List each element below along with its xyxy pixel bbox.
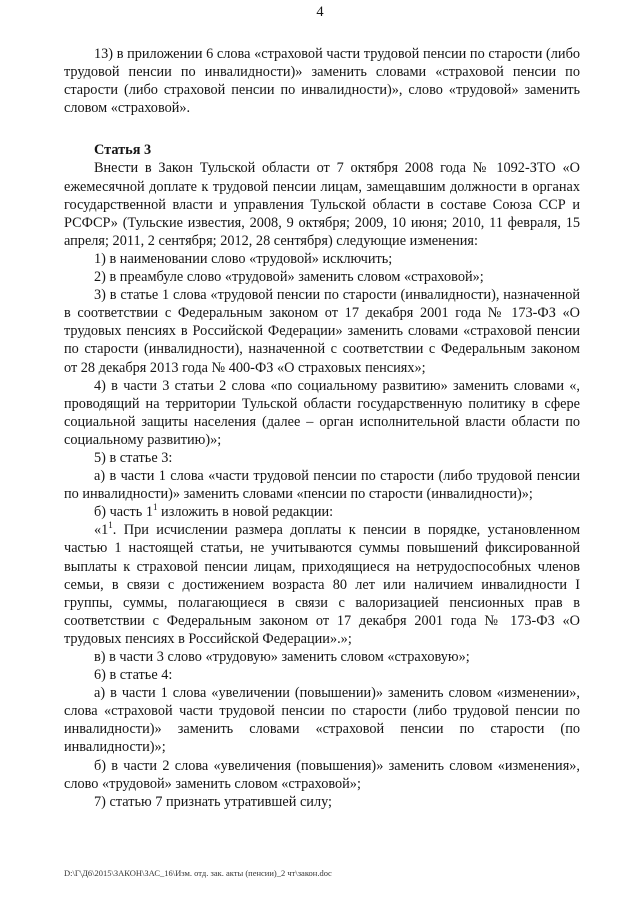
quote-superscript: 1: [108, 520, 113, 531]
item-5b-superscript: 1: [152, 502, 158, 513]
paragraph-quoted-part: [64, 521, 580, 648]
article-heading: Статья 3: [94, 142, 152, 159]
page-number: 4: [316, 4, 324, 20]
item-5b-tail: изложить в новой редакции:: [157, 504, 334, 521]
paragraph-item-13: 13) в приложении 6 слова «страховой части трудовой пенсии по старости (либо трудовой пенсии по инвалидности)» заменить словами «страховой пенсии по старости (либо страховой пенсии по инвалидности)», слово «трудовой» заменить словом «страховой».: [64, 46, 580, 117]
paragraph-item-4: 4) в части 3 статьи 2 слова «по социальному развитию» заменить словами «, проводящий на территории Тульской области государственную политику в сфере социальной защиты населения (далее – орган исполнительной власти области по социальному развитию)»;: [64, 377, 580, 448]
paragraph-item-5a: а) в части 1 слова «части трудовой пенсии по старости (либо трудовой пенсии по инвалидности)» заменить словами «пенсии по старости (инвалидности)»;: [64, 468, 580, 503]
paragraph-item-3: 3) в статье 1 слова «трудовой пенсии по старости (инвалидности), назначенной в соответствии с Федеральным законом от 17 декабря 2001 года № 173-ФЗ «О трудовых пенсиях в Российской Федерации» заменить словами «страховой пенсии по старости (инвалидности), назначенной с соответствии с Федеральным законом от 28 декабря 2013 года № 400-ФЗ «О страховых пенсиях»;: [64, 287, 580, 376]
paragraph-item-5v: в) в части 3 слово «трудовую» заменить словом «страховую»;: [94, 649, 470, 665]
quote-text: . При исчислении размера доплаты к пенсии в порядке, установленном частью 1 настоящей статьи, не учитываются суммы повышений фиксированной выплаты к страховой пенсии лицам, приходящиеся на нетрудоспособных членов семьи, в связи с достижением возраста 80 лет или наличием инвалидности I группы, суммы, полагающиеся в связи с валоризацией пенсионных прав в соответствии с Федеральным законом от 17 декабря 2001 года № 173-ФЗ «О трудовых пенсиях в Российской Федерации».»;: [64, 522, 580, 647]
paragraph-item-5b: [64, 503, 580, 521]
paragraph-article-intro: Внести в Закон Тульской области от 7 октября 2008 года № 1092-ЗТО «О ежемесячной доплате к трудовой пенсии лицам, замещавшим должности в органах государственной власти и управления Тульской области в составе Союза ССР и РСФСР» (Тульские известия, 2008, 9 октября; 2009, 10 июня; 2010, 11 февраля, 15 апреля; 2011, 2 сентября; 2012, 28 сентября) следующие изменения:: [64, 160, 580, 249]
paragraph-item-7: 7) статью 7 признать утратившей силу;: [94, 793, 333, 810]
file-path-footer: D:\Г\Д6\2015\ЗАКОН\ЗАС_16\Изм. отд. зак. акты (пенсии)_2 чт\закон.doc: [64, 868, 332, 878]
paragraph-item-6: 6) в статье 4:: [94, 667, 173, 684]
paragraph-item-6b: б) в части 2 слова «увеличения (повышения)» заменить словом «изменения», слово «трудовой» заменить словом «страховой»;: [64, 757, 580, 792]
quote-lead: «1: [94, 522, 109, 539]
paragraph-item-1: 1) в наименовании слово «трудовой» исключить;: [94, 250, 393, 267]
paragraph-item-2: 2) в преамбуле слово «трудовой» заменить словом «страховой»;: [94, 269, 484, 286]
paragraph-item-5: 5) в статье 3:: [94, 449, 173, 466]
document-body: [64, 45, 580, 811]
paragraph-item-6a: а) в части 1 слова «увеличении (повышении)» заменить словом «изменении», слова «страховой части трудовой пенсии по старости (либо трудовой пенсии по инвалидности)» заменить словами «страховой пенсии по старости (по инвалидности)»;: [64, 685, 580, 756]
item-5b-lead: б) часть 1: [94, 504, 153, 521]
